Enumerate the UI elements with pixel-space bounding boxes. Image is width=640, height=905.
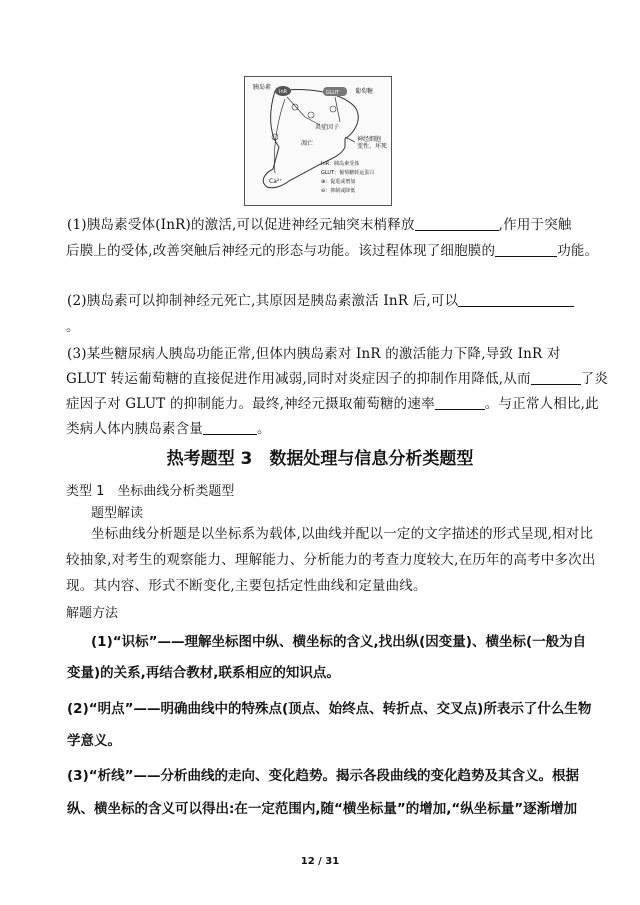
legend-item-glut: GLUT：葡萄糖转运蛋白 <box>321 170 375 176</box>
label-inflammatory: 炎症因子 <box>315 124 340 131</box>
q1-text-d: 功能。 <box>557 243 599 259</box>
question-3-line-3 <box>66 394 599 414</box>
question-3-line-1: (3)某些糖尿病人胰岛功能正常,但体内胰岛素对 InR 的激活能力下降,导致 InR 对 <box>67 346 561 362</box>
method-heading: 解题方法 <box>66 606 119 621</box>
q3-text-b: 了炎 <box>580 371 609 387</box>
label-glucose: 葡萄糖 <box>355 88 374 95</box>
legend-item-inr: InR：胰岛素受体 <box>321 161 360 167</box>
method-1-line-1: (1)“识标”——理解坐标图中纵、横坐标的含义,找出纵(因变量)、横坐标(一般为自 <box>91 634 587 650</box>
q1-text-b: ,作用于突触 <box>498 217 572 233</box>
q3-text-f: 。 <box>257 421 271 437</box>
paragraph-line-2: 较抽象,对考生的观察能力、理解能力、分析能力的考查力度较大,在历年的高考中多次出 <box>66 552 596 568</box>
question-3-line-2 <box>66 369 608 389</box>
answer-blank-q3-b[interactable] <box>435 395 485 410</box>
question-1-line-1 <box>67 215 572 235</box>
paragraph-line-3: 现。其内容、形式不断变化,主要包括定性曲线和定量曲线。 <box>66 578 427 594</box>
method-2-line-2: 学意义。 <box>67 733 121 749</box>
type-heading: 类型 1 坐标曲线分析类题型 <box>66 484 235 499</box>
q3-text-c: 症因子对 GLUT 的抑制能力。最终,神经元摄取葡萄糖的速率 <box>66 396 435 412</box>
question-3-line-4 <box>66 419 271 439</box>
section-title: 热考题型 3 数据处理与信息分析类题型 <box>166 449 474 469</box>
q1-text-a: (1)胰岛素受体(InR)的激活,可以促进神经元轴突末梢释放 <box>67 217 415 233</box>
label-neuron-state: 变性、坏死 <box>357 143 388 150</box>
question-1-line-2 <box>66 241 598 261</box>
method-2-line-1: (2)“明点”——明确曲线中的特殊点(顶点、始终点、转折点、交叉点)所表示了什么生物 <box>67 701 592 717</box>
answer-blank-q3-a[interactable] <box>531 370 581 385</box>
page-number: 12 / 31 <box>300 856 340 867</box>
q3-text-a: GLUT 转运葡萄糖的直接促进作用减弱,同时对炎症因子的抑制作用降低,从而 <box>66 371 531 387</box>
paragraph-line-1: 坐标曲线分析题是以坐标系为载体,以曲线并配以一定的文字描述的形式呈现,相对比 <box>91 526 594 542</box>
q3-text-e: 类病人体内胰岛素含量 <box>66 421 203 437</box>
insulin-diagram <box>244 76 392 206</box>
interpret-heading: 题型解读 <box>91 506 144 521</box>
label-neuron: 神经细胞 <box>357 136 382 143</box>
label-glut: GLUT <box>326 90 340 96</box>
question-2-line-1 <box>67 291 574 311</box>
method-1-line-2: 变量)的关系,再结合教材,联系相应的知识点。 <box>67 665 340 681</box>
label-apoptosis: 凋亡 <box>301 140 314 147</box>
q2-text: (2)胰岛素可以抑制神经元死亡,其原因是胰岛素激活 InR 后,可以 <box>67 293 459 309</box>
label-inr: InR <box>279 89 288 95</box>
q1-text-c: 后膜上的受体,改善突触后神经元的形态与功能。该过程体现了细胞膜的 <box>66 243 496 259</box>
answer-blank-q1-b[interactable] <box>495 242 557 257</box>
legend-item-inhibit: ⊖：抑制或降低 <box>321 188 356 194</box>
question-2-line-2: 。 <box>66 319 80 335</box>
legend-item-promote: ⊕：促进或增加 <box>321 179 356 185</box>
answer-blank-q1-a[interactable] <box>415 216 499 231</box>
answer-blank-q3-c[interactable] <box>203 420 257 435</box>
label-calcium: Ca²⁺ <box>269 178 283 185</box>
label-insulin: 胰岛素 <box>253 84 272 91</box>
method-3-line-2: 纵、横坐标的含义可以得出:在一定范围内,随“横坐标量”的增加,“纵坐标量”逐渐增加 <box>67 801 578 817</box>
method-3-line-1: (3)“析线”——分析曲线的走向、变化趋势。揭示各段曲线的变化趋势及其含义。根据 <box>67 768 579 784</box>
q3-text-d: 。与正常人相比,此 <box>484 396 599 412</box>
answer-blank-q2[interactable] <box>458 292 574 307</box>
